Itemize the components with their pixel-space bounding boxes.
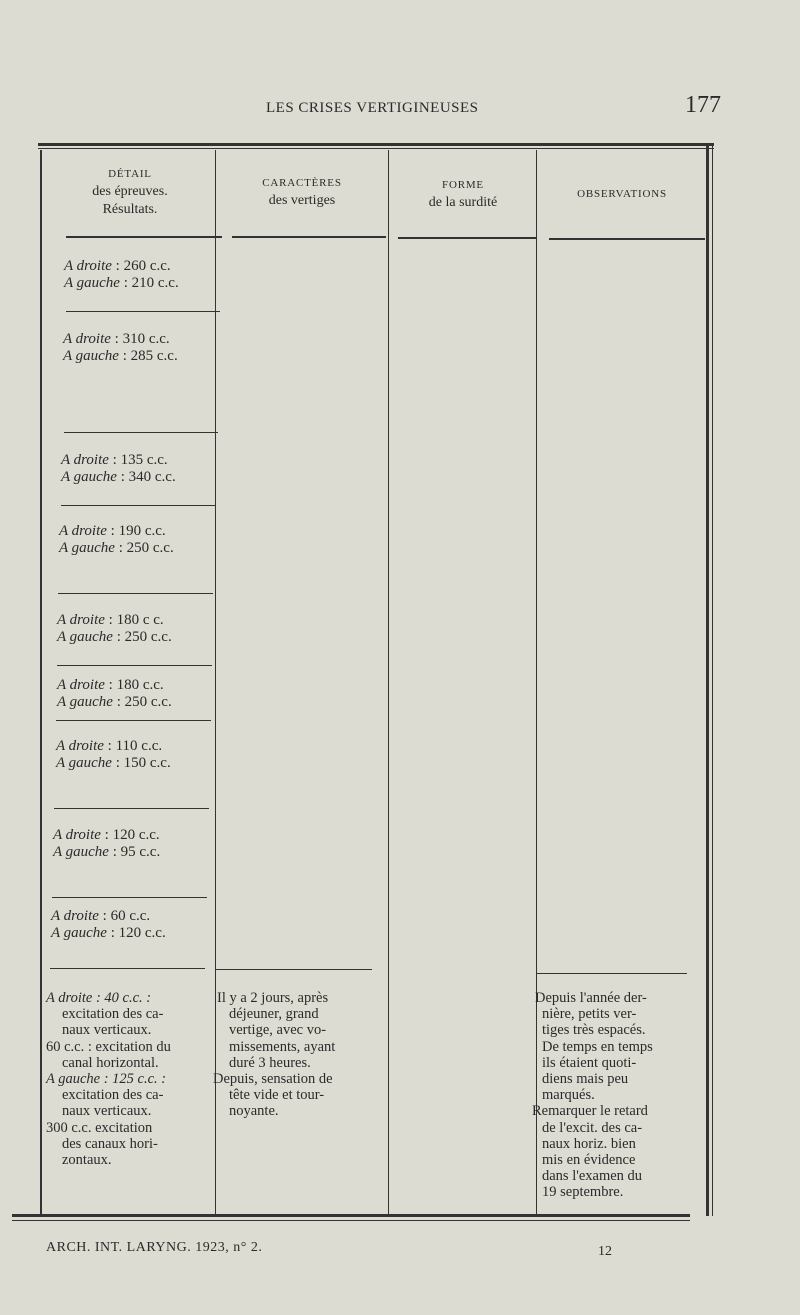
table-right-border <box>706 146 709 1216</box>
side-label: A gauche <box>63 348 119 364</box>
side-label: A droite <box>57 677 105 693</box>
volume-value: : 250 c.c. <box>116 629 172 645</box>
column-subtitle: des épreuves. <box>92 184 168 199</box>
column-header-vertiges <box>224 174 380 210</box>
detail-line: excitation des ca- <box>62 1087 164 1104</box>
row-separator <box>58 593 213 594</box>
row-separator <box>216 969 372 970</box>
detail-line: canal horizontal. <box>62 1054 159 1071</box>
volume-value: : 120 c.c. <box>104 827 160 843</box>
result-entry <box>51 908 166 942</box>
volume-value: : 60 c.c. <box>102 908 151 924</box>
result-entry <box>59 523 174 557</box>
observation-line: 19 septembre. <box>542 1184 624 1201</box>
header-rule <box>232 236 386 238</box>
side-label: A droite <box>63 331 111 347</box>
detail-line: A gauche : 125 c.c. : <box>46 1071 167 1088</box>
volume-value: : 135 c.c. <box>112 452 168 468</box>
table-left-border <box>40 150 42 1216</box>
page-number: 177 <box>685 92 721 118</box>
observation-line: ils étaient quoti- <box>542 1054 637 1071</box>
page-footer <box>0 1236 800 1266</box>
observation-line: de l'excit. des ca- <box>542 1119 643 1136</box>
observation-line: Remarquer le retard <box>532 1103 648 1120</box>
column-subtitle: Résultats. <box>102 202 158 217</box>
side-label: A gauche <box>59 540 115 556</box>
side-label: A gauche <box>64 275 120 291</box>
row-separator <box>56 720 211 721</box>
result-entry <box>57 677 172 711</box>
vertiges-line: noyante. <box>229 1103 279 1120</box>
row-separator <box>50 968 205 969</box>
volume-value: : 210 c.c. <box>123 275 179 291</box>
row-separator <box>64 432 218 433</box>
side-label: A gauche <box>53 844 109 860</box>
row-separator <box>52 897 207 898</box>
vertiges-line: vertige, avec vo- <box>229 1022 327 1039</box>
table-bottom-rule <box>12 1214 690 1217</box>
column-separator-2 <box>388 150 389 1216</box>
row-separator <box>537 973 687 974</box>
row-separator <box>54 808 209 809</box>
observation-line: marqués. <box>542 1087 595 1104</box>
side-label: A droite <box>57 612 105 628</box>
row-separator <box>61 505 216 506</box>
side-label: A gauche <box>51 925 107 941</box>
observation-line: De temps en temps <box>542 1038 653 1055</box>
result-entry <box>61 452 176 486</box>
column-title: OBSERVATIONS <box>577 188 667 200</box>
journal-reference: ARCH. INT. LARYNG. 1923, n° 2. <box>46 1240 263 1255</box>
table-bottom-rule-thin <box>12 1220 690 1221</box>
column-subtitle: de la surdité <box>428 195 498 210</box>
observation-line: nière, petits ver- <box>542 1006 637 1023</box>
vertiges-line: Depuis, sensation de <box>213 1071 333 1088</box>
result-entry <box>57 612 172 646</box>
table-right-border-thin <box>712 146 713 1216</box>
side-label: A gauche <box>57 694 113 710</box>
vertiges-line: déjeuner, grand <box>229 1006 319 1023</box>
signature-mark: 12 <box>598 1244 612 1259</box>
vertiges-paragraph <box>213 990 375 1120</box>
side-label: A gauche <box>61 469 117 485</box>
row-separator <box>66 311 220 312</box>
volume-value: : 250 c.c. <box>118 540 174 556</box>
volume-value: : 260 c.c. <box>115 258 171 274</box>
result-entry <box>64 258 179 292</box>
column-title: CARACTÈRES <box>262 177 342 189</box>
observation-line: diens mais peu <box>542 1071 629 1088</box>
volume-value: : 95 c.c. <box>112 844 161 860</box>
volume-value: : 150 c.c. <box>115 755 171 771</box>
table-top-rule <box>38 143 714 146</box>
vertiges-line: missements, ayant <box>229 1038 336 1055</box>
detail-line: 300 c.c. excitation <box>46 1119 153 1136</box>
side-label: A droite <box>53 827 101 843</box>
detail-line: naux verticaux. <box>62 1022 152 1039</box>
volume-value: : 340 c.c. <box>120 469 176 485</box>
side-label: A droite <box>64 258 112 274</box>
volume-value: : 110 c.c. <box>107 738 163 754</box>
detail-line: des canaux hori- <box>62 1135 158 1152</box>
observation-line: tiges très espacés. <box>542 1022 646 1039</box>
observations-paragraph <box>532 990 690 1201</box>
side-label: A gauche <box>57 629 113 645</box>
running-title: LES CRISES VERTIGINEUSES <box>266 100 479 116</box>
detail-line: 60 c.c. : excitation du <box>46 1038 171 1055</box>
observation-line: dans l'examen du <box>542 1168 643 1185</box>
detail-line: zontaux. <box>62 1152 112 1169</box>
observation-line: naux horiz. bien <box>542 1135 636 1152</box>
observation-line: mis en évidence <box>542 1152 636 1169</box>
observation-line: Depuis l'année der- <box>535 990 647 1006</box>
volume-value: : 180 c c. <box>108 612 164 628</box>
header-rule <box>398 237 536 239</box>
side-label: A droite <box>51 908 99 924</box>
result-entry <box>63 331 178 365</box>
vertiges-line: tête vide et tour- <box>229 1087 325 1104</box>
header-rule <box>549 238 705 240</box>
column-subtitle: des vertiges <box>268 193 336 208</box>
vertiges-line: duré 3 heures. <box>229 1054 311 1071</box>
volume-value: : 285 c.c. <box>122 348 178 364</box>
result-entry <box>56 738 171 772</box>
detail-line: naux verticaux. <box>62 1103 152 1120</box>
detail-paragraph <box>46 990 208 1168</box>
volume-value: : 190 c.c. <box>110 523 166 539</box>
detail-line: A droite : 40 c.c. : <box>46 990 152 1006</box>
vertiges-line: Il y a 2 jours, après <box>217 990 329 1006</box>
table-top-rule-thin <box>38 148 714 149</box>
result-entry <box>53 827 160 861</box>
header-rule <box>66 236 222 238</box>
side-label: A gauche <box>56 755 112 771</box>
row-separator <box>57 665 212 666</box>
volume-value: : 250 c.c. <box>116 694 172 710</box>
side-label: A droite <box>59 523 107 539</box>
side-label: A droite <box>61 452 109 468</box>
column-title: DÉTAIL <box>108 168 152 180</box>
volume-value: : 310 c.c. <box>114 331 170 347</box>
detail-line: excitation des ca- <box>62 1006 164 1023</box>
side-label: A droite <box>56 738 104 754</box>
column-header-observations <box>542 185 702 203</box>
volume-value: : 180 c.c. <box>108 677 164 693</box>
column-header-detail <box>50 165 210 219</box>
volume-value: : 120 c.c. <box>110 925 166 941</box>
column-title: FORME <box>442 179 484 191</box>
column-header-surdite <box>394 176 532 212</box>
